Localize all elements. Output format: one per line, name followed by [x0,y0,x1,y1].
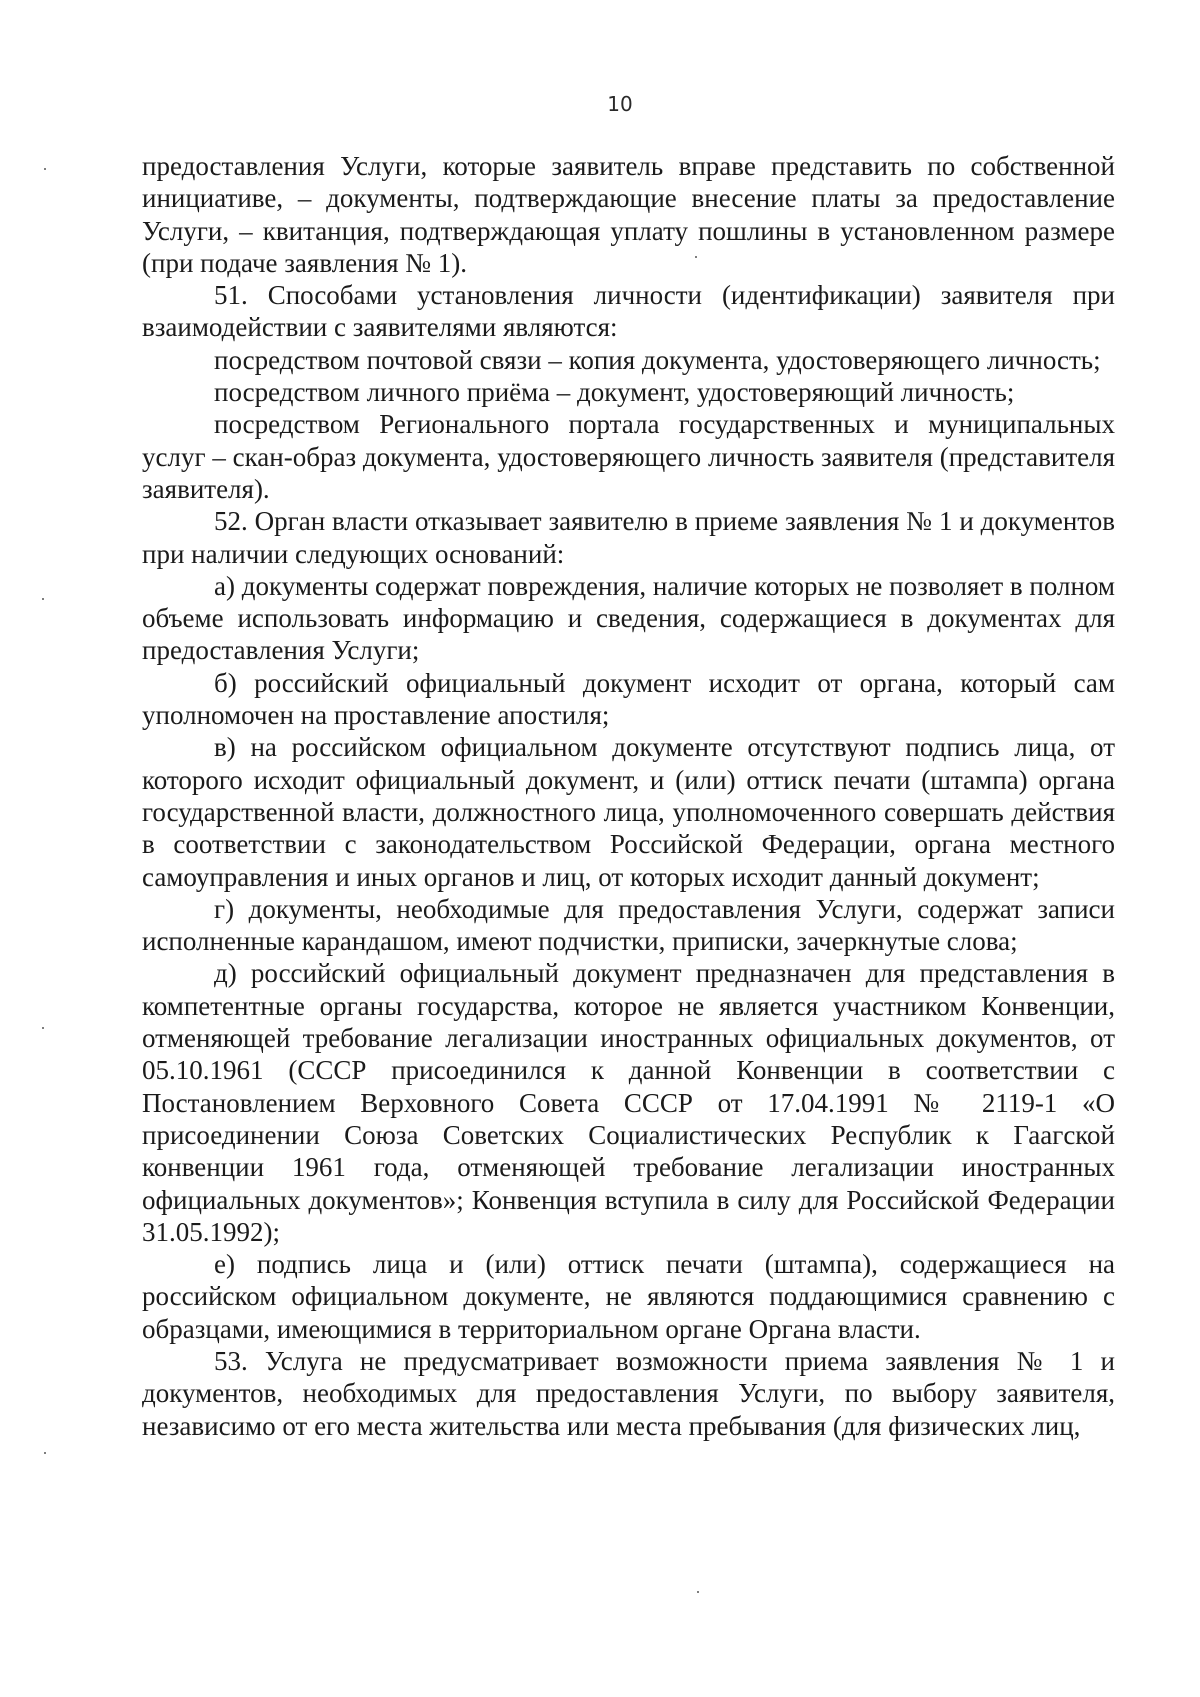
paragraph-52-item-v: в) на российском официальном документе отсутствуют подпись лица, от которого исходит официальный документ, и (или) оттиск печати (штампа) органа государственной власти, должностного лица, уполномоченного совершать действия в соответствии с законодательством Российской Федерации, органа местного самоуправления и иных органов и лиц, от которых исходит данный документ; [142,732,1115,892]
paragraph-52-item-g: г) документы, необходимые для предоставления Услуги, содержат записи исполненные карандашом, имеют подчистки, приписки, зачеркнутые слова; [142,893,1115,957]
paragraph-51-item-personal: посредством личного приёма – документ, удостоверяющий личность; [214,377,1015,408]
paragraph-51: 51. Способами установления личности (идентификации) заявителя при взаимодействии с заявителями являются: [142,280,1115,343]
scan-speck [44,168,46,170]
page-number: 10 [607,92,633,116]
paragraph-continuation: предоставления Услуги, которые заявитель вправе представить по собственной инициативе, – документы, подтверждающие внесение платы за предоставление Услуги, – квитанция, подтверждающая уплату пошлины в установленном размере (при подаче заявления № 1). [142,151,1115,278]
paragraph-52-item-d: д) российский официальный документ предназначен для представления в компетентные органы государства, которое не является участником Конвенции, отменяющей требование легализации иностранных официальных документов, от 05.10.1961 (СССР присоединился к данной Конвенции в соответствии с Постановлением Верховного Совета СССР от 17.04.1991 № 2119-1 «О присоединении Союза Советских Социалистических Республик к Гаагской конвенции 1961 года, отменяющей требование легализации иностранных официальных документов»; Конвенция вступила в силу для Российской Федерации 31.05.1992); [142,958,1115,1247]
scan-speck [697,1591,699,1593]
paragraph-52-item-e: е) подпись лица и (или) оттиск печати (штампа), содержащиеся на российском официальном документе, не являются поддающимися сравнению с образцами, имеющимися в территориальном органе Органа власти. [142,1249,1115,1344]
document-body [142,150,1115,1442]
paragraph-51-item-portal: посредством Регионального портала государственных и муниципальных услуг – скан-образ документа, удостоверяющего личность заявителя (представителя заявителя). [142,409,1115,504]
paragraph-51-item-mail: посредством почтовой связи – копия документа, удостоверяющего личность; [214,344,1101,375]
scan-speck [42,1027,44,1029]
scan-speck [44,1452,46,1454]
paragraph-52: 52. Орган власти отказывает заявителю в приеме заявления № 1 и документов при наличии следующих оснований: [142,506,1115,569]
paragraph-52-item-a: а) документы содержат повреждения, наличие которых не позволяет в полном объеме использовать информацию и сведения, содержащиеся в документах для предоставления Услуги; [142,570,1115,666]
scan-speck [695,256,697,258]
scan-speck [42,598,44,600]
paragraph-53: 53. Услуга не предусматривает возможности приема заявления № 1 и документов, необходимых для предоставления Услуги, по выбору заявителя, независимо от его места жительства или места пребывания (для физических лиц, [142,1345,1115,1441]
paragraph-52-item-b: б) российский официальный документ исходит от органа, который сам уполномочен на проставление апостиля; [142,667,1115,731]
